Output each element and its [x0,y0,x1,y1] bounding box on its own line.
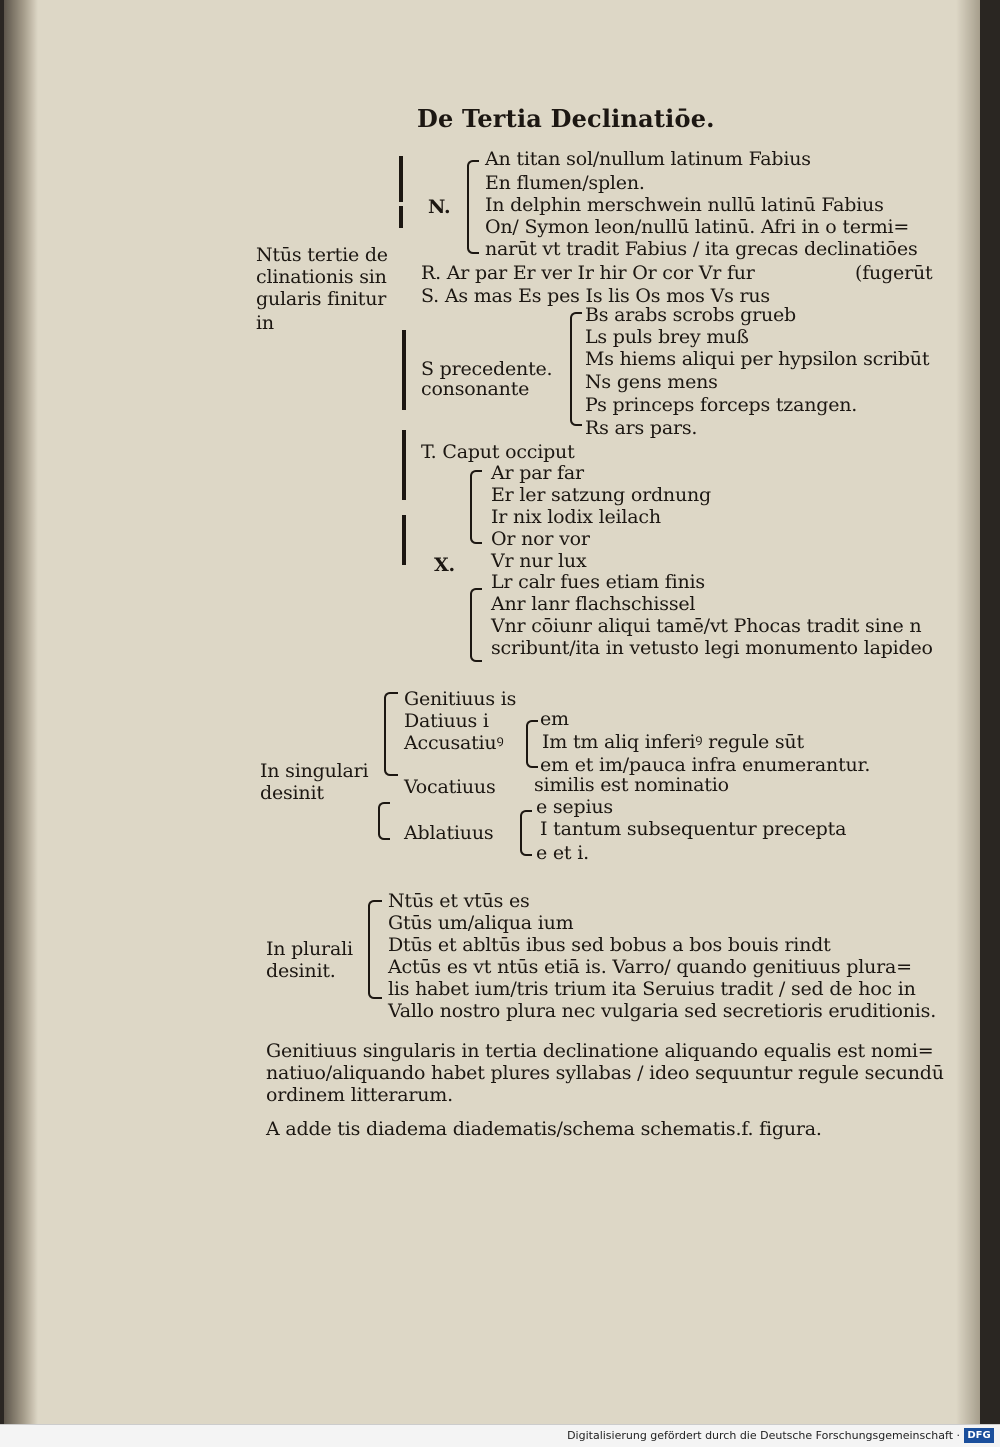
scanned-page [4,0,980,1424]
text-line: Accusatiuꝰ [404,732,504,754]
text-line: lis habet ium/tris trium ita Seruius tradit / sed de hoc in [388,978,916,1000]
text-line: S precedente. [421,358,553,380]
text-line: e sepius [536,796,613,818]
text-line: Vallo nostro plura nec vulgaria sed secretioris eruditionis. [388,1000,937,1022]
text-line: Ns gens mens [585,371,718,393]
text-line: Bs arabs scrobs grueb [585,304,796,326]
text-line: Lr calr fues etiam finis [491,571,705,593]
brace-line [399,156,403,202]
text-line: On/ Symon leon/nullū latinū. Afri in o termi= [485,216,910,238]
text-line: Anr lanr flachschissel [491,593,696,615]
text-line: In delphin merschwein nullū latinū Fabius [485,194,884,216]
text-line: desinit. [266,960,336,982]
text-line: Ms hiems aliqui per hypsilon scribūt [585,348,930,370]
text-line: Ablatiuus [404,822,494,844]
text-line: Ir nix lodix leilach [491,506,661,528]
bracket-line [402,430,406,500]
text-line: Vr nur lux [491,550,587,572]
text-line: Genitiuus singularis in tertia declinatione aliquando equalis est nomi= [266,1040,934,1062]
plural-brace [368,900,382,999]
text-line: R. Ar par Er ver Ir hir Or cor Vr fur [421,262,755,284]
text-line: Vnr cōiunr aliqui tamē/vt Phocas tradit sine n [491,615,922,637]
text-line: consonante [421,378,530,400]
text-line: em [540,708,569,730]
text-line: Dtūs et abltūs ibus sed bobus a bos bouis rindt [388,934,831,956]
text-line: clinationis sin [256,266,387,288]
bracket-line [402,515,406,565]
text-line: I tantum subsequentur precepta [540,818,847,840]
text-line: Vocatiuus [404,776,496,798]
text-line: S. As mas Es pes Is lis Os mos Vs rus [421,285,770,307]
text-line: Er ler satzung ordnung [491,484,711,506]
text-line: narūt vt tradit Fabius / ita grecas declinatiōes [485,238,918,260]
text-line: Actūs es vt ntūs etiā is. Varro/ quando genitiuus plura= [388,956,912,978]
text-line: natiuo/aliquando habet plures syllabas / ideo sequuntur regule secundū [266,1062,944,1084]
bracket-line [402,330,406,410]
text-line: Datiuus i [404,710,489,732]
text-line: Im tm aliq inferiꝰ regule sūt [542,731,804,753]
text-line: Rs ars pars. [585,417,698,439]
footer-bar [0,1424,1000,1447]
n-brace [467,160,479,254]
text-line: in [256,312,274,334]
text-line: ordinem litterarum. [266,1084,453,1106]
text-line: Ntūs tertie de [256,244,388,266]
text-line: An titan sol/nullum latinum Fabius [485,148,811,170]
footer-credit: Digitalisierung gefördert durch die Deutsche Forschungsgemeinschaft · [567,1429,960,1442]
x-brace [470,470,482,544]
text-line: e et i. [536,842,589,864]
text-line: T. Caput occiput [421,441,575,463]
text-line: In plurali [266,938,353,960]
e-brace [520,810,532,856]
s-brace [570,312,582,426]
text-line: gularis finitur [256,288,387,310]
text-line: X. [434,554,455,576]
text-line: A adde tis diadema diadematis/schema schematis.f. figura. [266,1118,822,1140]
text-line: Ar par far [491,462,584,484]
text-line: En flumen/splen. [485,172,645,194]
text-line: Ps princeps forceps tzangen. [585,394,858,416]
text-line: Ls puls brey muß [585,326,749,348]
text-line: Genitiuus is [404,688,517,710]
em-brace [526,720,538,768]
text-line: Gtūs um/aliqua ium [388,912,574,934]
dfg-logo: DFG [964,1428,994,1443]
text-line: In singulari [260,760,369,782]
text-line: N. [428,196,451,218]
brace-line [399,206,403,228]
text-line: Or nor vor [491,528,590,550]
text-line: desinit [260,782,324,804]
text-line: similis est nominatio [534,774,729,796]
text-line: Ntūs et vtūs es [388,890,530,912]
abl-brace [378,802,390,840]
page-title: De Tertia Declinatiōe. [417,104,715,133]
lx-brace [470,588,482,662]
text-line: em et im/pauca infra enumerantur. [540,754,871,776]
text-line: scribunt/ita in vetusto legi monumento lapideo [491,637,933,659]
text-line: (fugerūt [855,262,933,284]
singular-brace [384,692,398,776]
